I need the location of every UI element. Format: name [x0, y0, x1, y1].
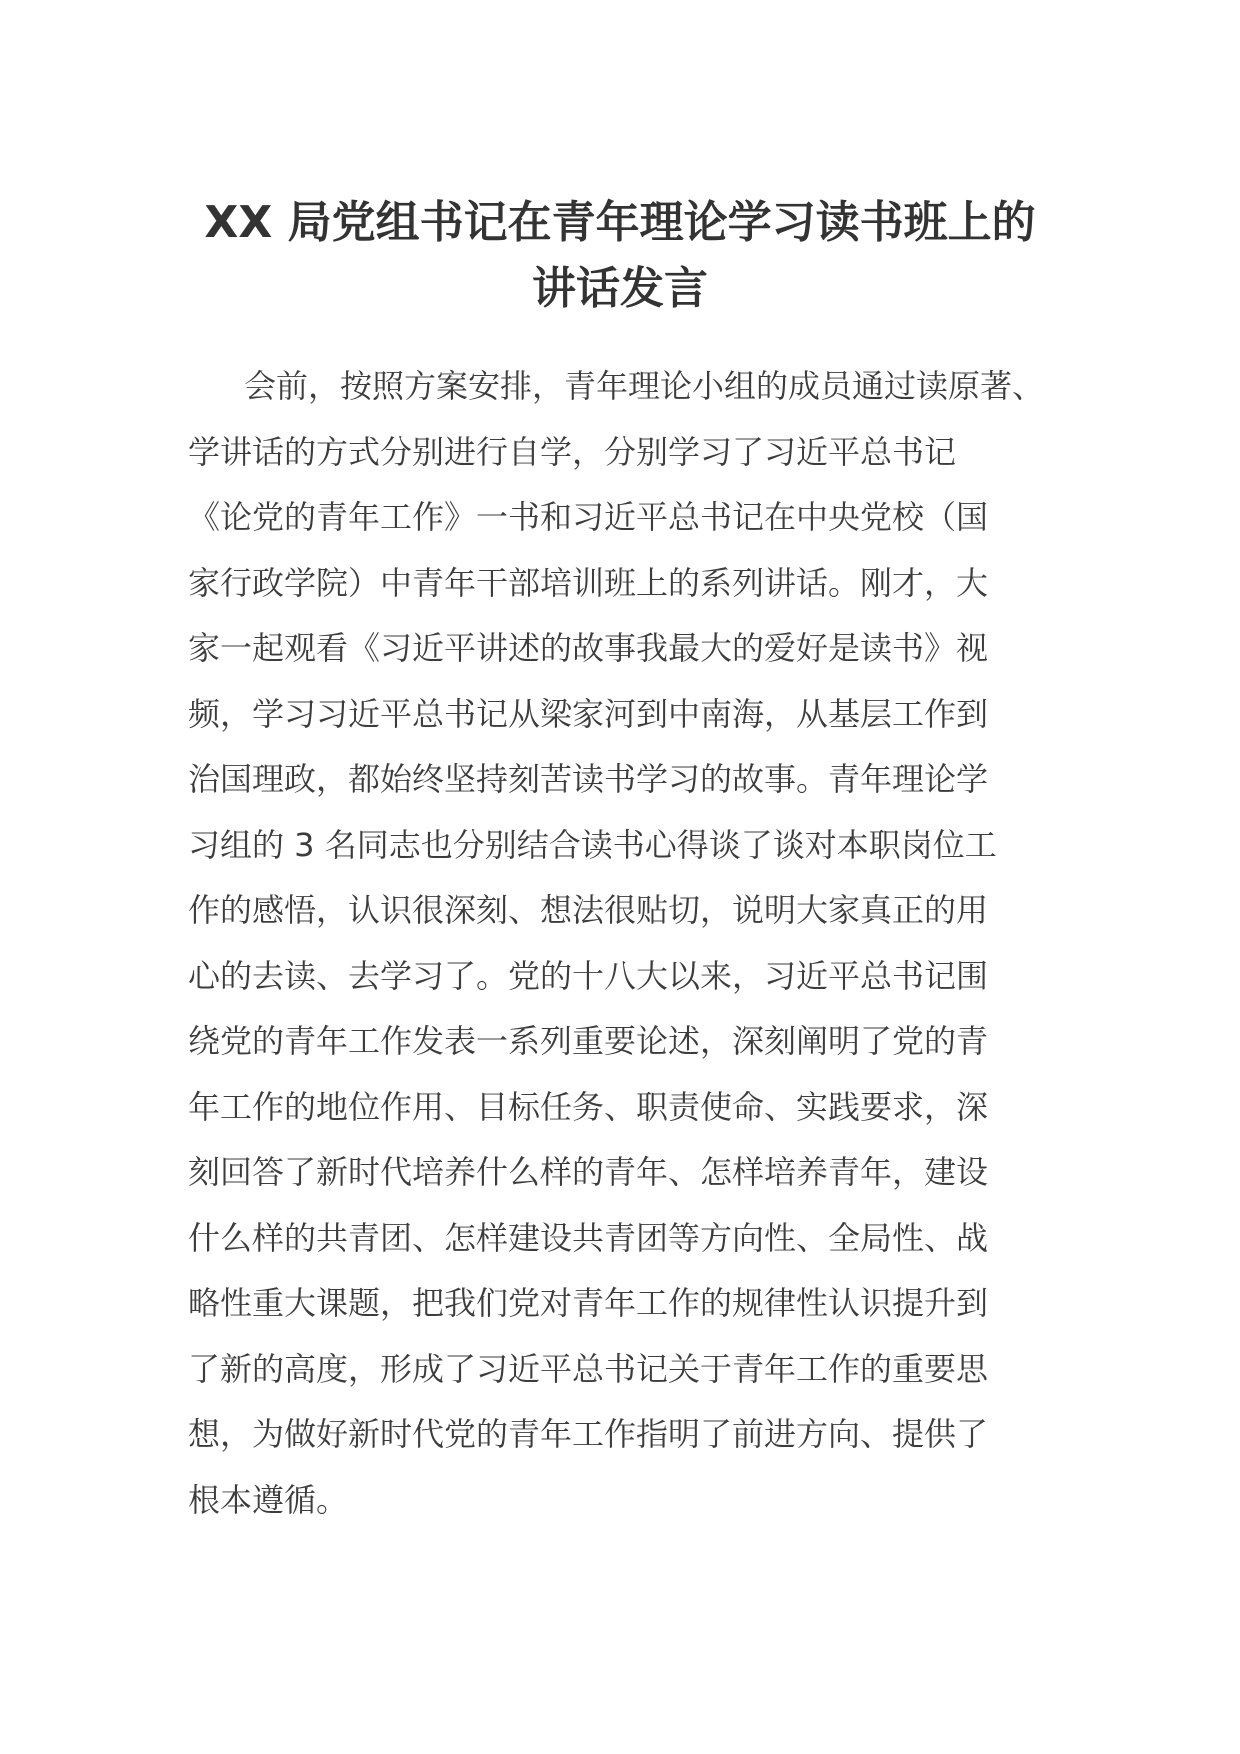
- paragraph-line: 绕党的青年工作发表一系列重要论述，深刻阐明了党的青: [188, 1022, 989, 1060]
- paragraph-line: 作的感悟，认识很深刻、想法很贴切，说明大家真正的用: [188, 891, 989, 929]
- title-line: XX 局党组书记在青年理论学习读书班上的: [204, 197, 1036, 248]
- paragraph-line: 什么样的共青团、怎样建设共青团等方向性、全局性、战: [188, 1218, 989, 1257]
- paragraph-line: 了新的高度，形成了习近平总书记关于青年工作的重要思: [188, 1349, 989, 1388]
- paragraph-line: 《论党的青年工作》一书和习近平总书记在中央党校（国: [188, 498, 989, 536]
- paragraph-line: 家行政学院）中青年干部培训班上的系列讲话。刚才，大: [188, 563, 989, 602]
- document-title: [150, 190, 1090, 322]
- paragraph-line: 习组的 3 名同志也分别结合读书心得谈了谈对本职岗位工: [188, 825, 997, 864]
- paragraph-line: 刻回答了新时代培养什么样的青年、怎样培养青年，建设: [188, 1153, 989, 1191]
- paragraph-line: 想，为做好新时代党的青年工作指明了前进方向、提供了: [188, 1415, 989, 1453]
- paragraph-line: 心的去读、去学习了。党的十八大以来，习近平总书记围: [188, 956, 989, 995]
- paragraph-line: 根本遵循。: [188, 1480, 349, 1519]
- paragraph-line: 学讲话的方式分别进行自学，分别学习了习近平总书记: [188, 432, 957, 471]
- paragraph-line: 家一起观看《习近平讲述的故事我最大的爱好是读书》视: [188, 629, 989, 667]
- paragraph-line: 略性重大课题，把我们党对青年工作的规律性认识提升到: [188, 1284, 989, 1322]
- paragraph-line: 年工作的地位作用、目标任务、职责使命、实践要求，深: [188, 1087, 989, 1126]
- paragraph-line: 频，学习习近平总书记从梁家河到中南海，从基层工作到: [188, 694, 989, 733]
- body-paragraph: [188, 354, 1068, 1533]
- paragraph-line: 会前，按照方案安排，青年理论小组的成员通过读原著、: [244, 367, 1045, 405]
- title-line: 讲话发言: [532, 263, 708, 314]
- paragraph-line: 治国理政，都始终坚持刻苦读书学习的故事。青年理论学: [188, 760, 989, 798]
